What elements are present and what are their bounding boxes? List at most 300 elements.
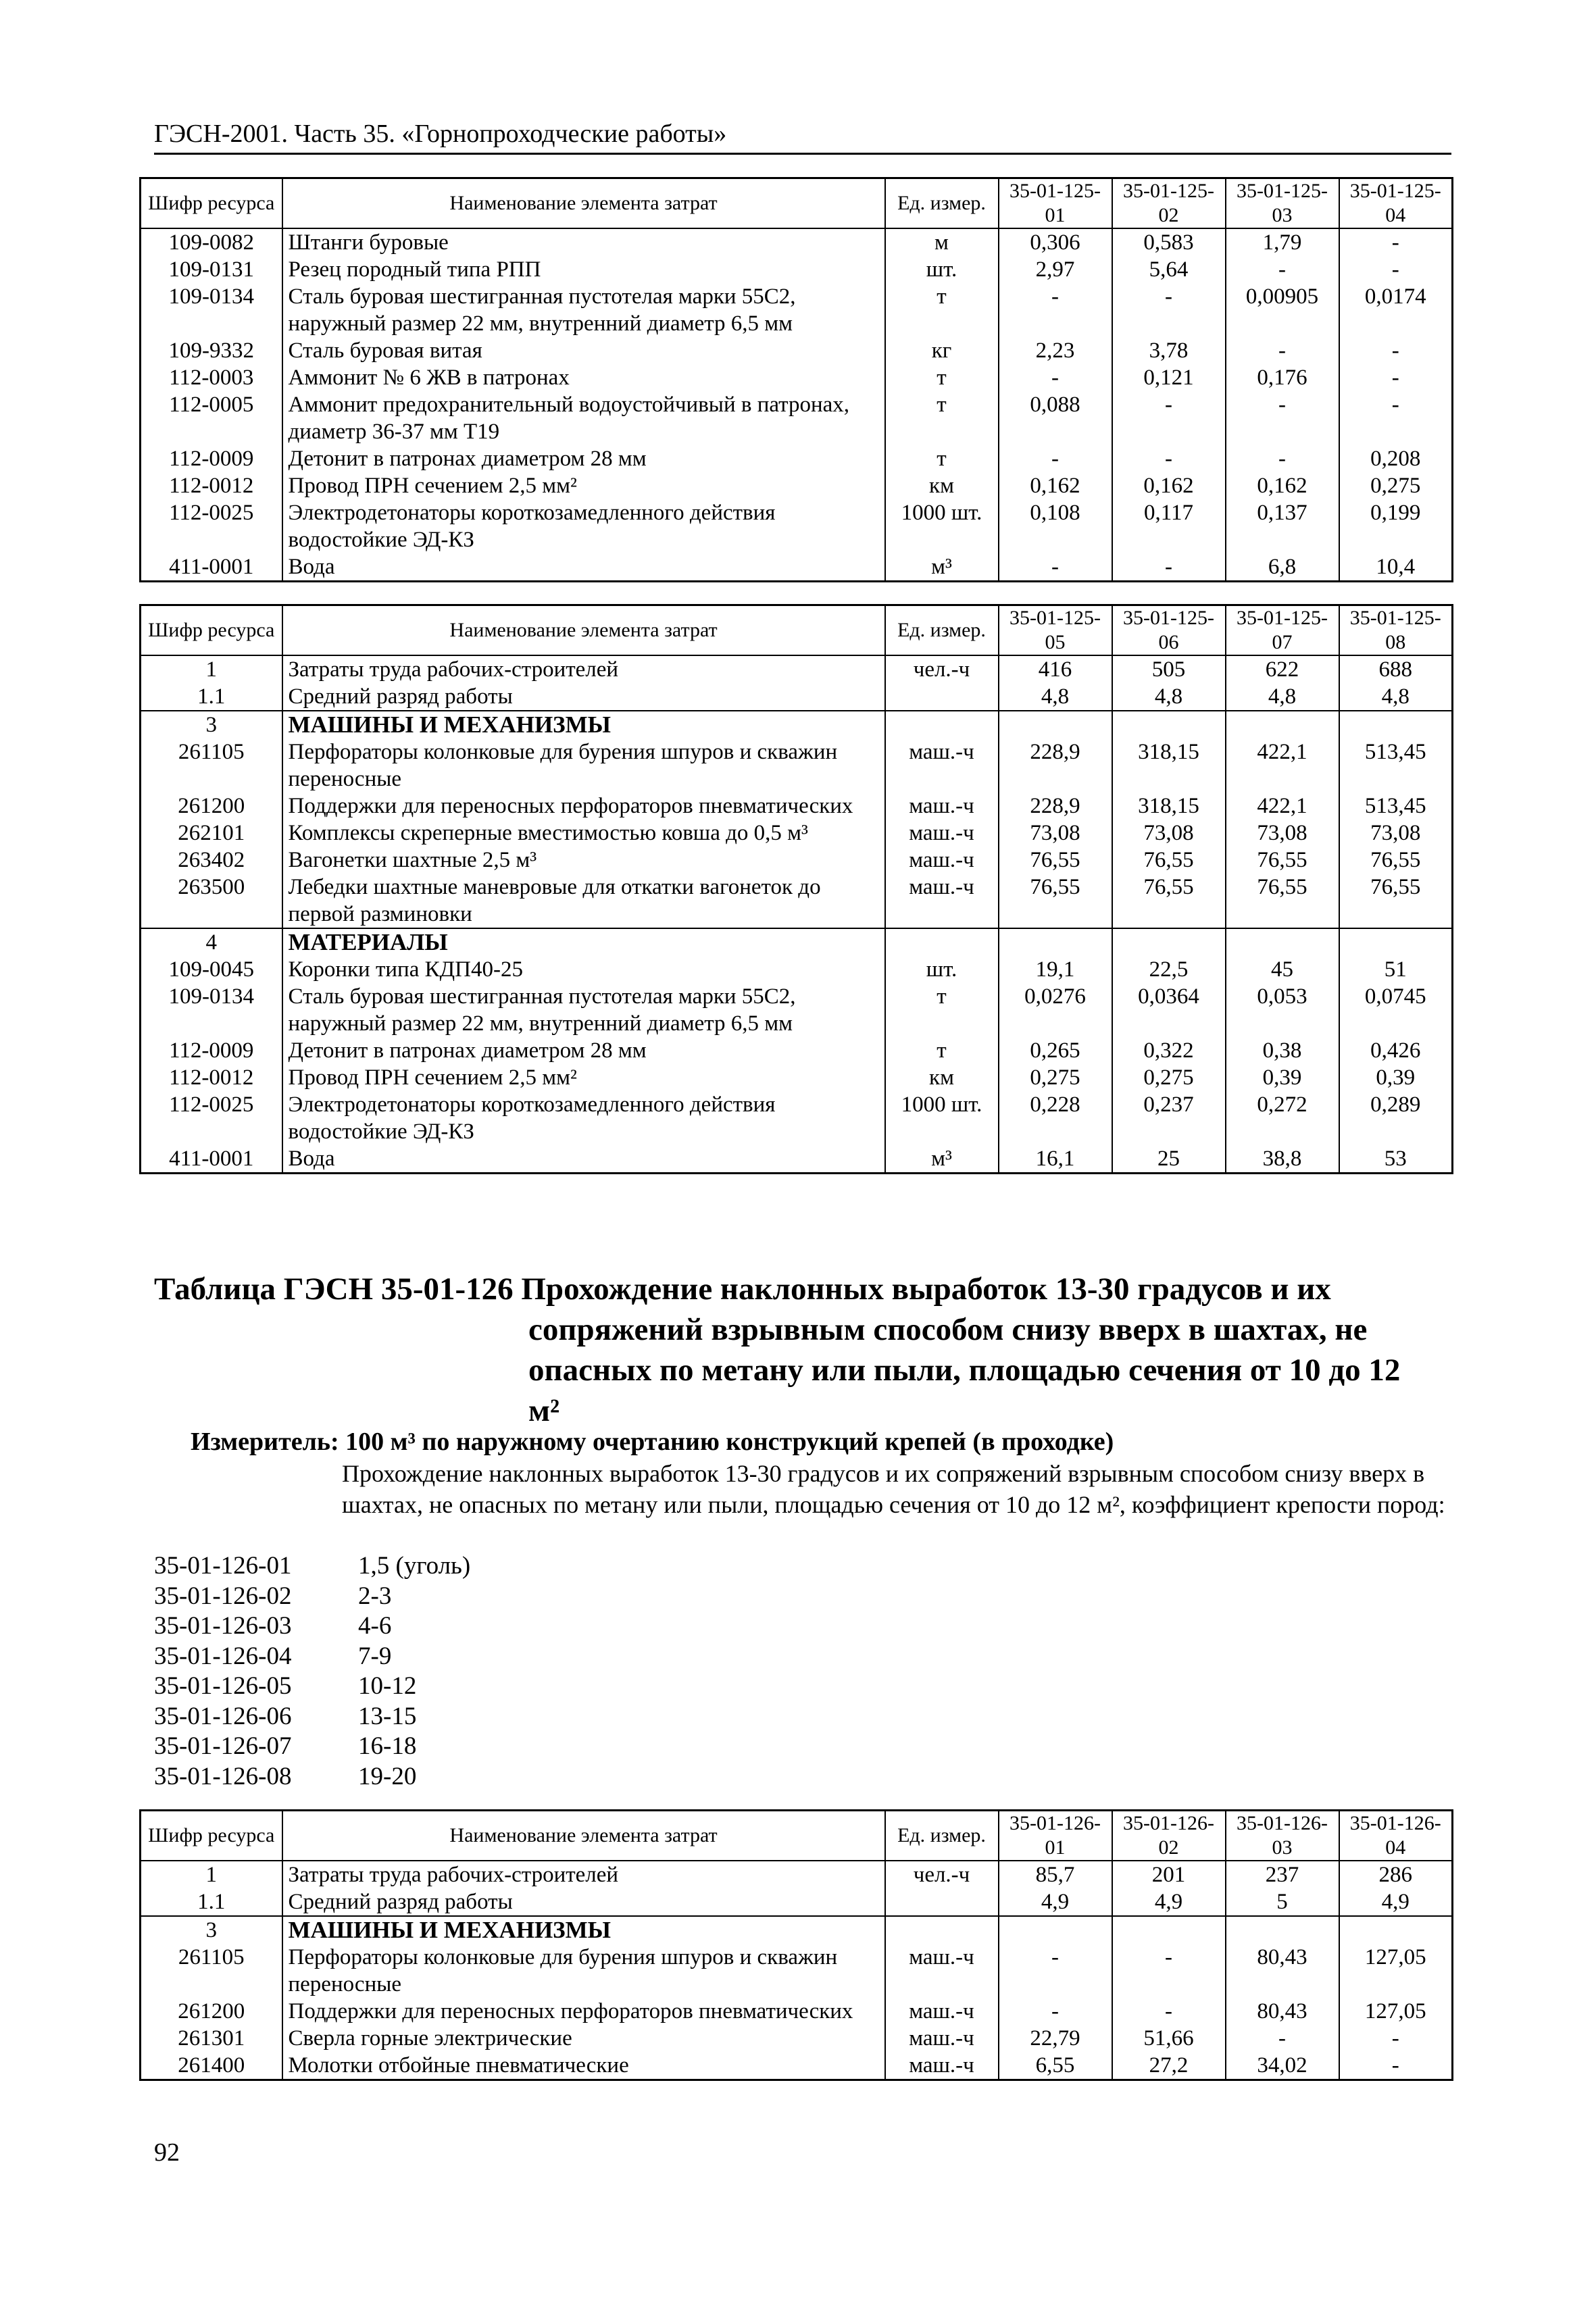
rate-value: 80,43 xyxy=(1226,1998,1339,2025)
unit-of-measure: маш.-ч xyxy=(885,738,999,793)
column-header-code: Шифр ресурса xyxy=(141,178,282,229)
section-heading: МАШИНЫ И МЕХАНИЗМЫ xyxy=(282,711,885,738)
unit-of-measure: маш.-ч xyxy=(885,874,999,928)
rate-value: - xyxy=(1112,1944,1226,1998)
rate-value: 0,0276 xyxy=(999,983,1112,1037)
rate-value: 0,38 xyxy=(1226,1037,1339,1064)
unit-of-measure: т xyxy=(885,1037,999,1064)
rate-value: 622 xyxy=(1226,655,1339,683)
unit-of-measure: 1000 шт. xyxy=(885,1091,999,1145)
unit-of-measure: маш.-ч xyxy=(885,820,999,847)
rate-value: - xyxy=(999,1944,1112,1998)
resource-name: Вагонетки шахтные 2,5 м³ xyxy=(282,847,885,874)
rate-value: 0,199 xyxy=(1339,499,1453,553)
rate-value: 0,272 xyxy=(1226,1091,1339,1145)
rate-value xyxy=(1226,711,1339,738)
rate-value: - xyxy=(1226,2025,1339,2052)
rate-value: 34,02 xyxy=(1226,2052,1339,2080)
rate-value: 0,306 xyxy=(999,228,1112,256)
resource-code: 1.1 xyxy=(141,683,282,711)
section-heading: МАШИНЫ И МЕХАНИЗМЫ xyxy=(282,1916,885,1944)
rate-value: 237 xyxy=(1226,1861,1339,1888)
rate-code: 35-01-126-03 xyxy=(154,1612,292,1640)
resource-name: Штанги буровые xyxy=(282,228,885,256)
column-header-rate: 35-01-125-02 xyxy=(1112,178,1226,229)
rate-value: 318,15 xyxy=(1112,793,1226,820)
rate-value: 76,55 xyxy=(1112,847,1226,874)
table-row xyxy=(141,445,1453,472)
rate-value: - xyxy=(1226,256,1339,283)
resource-name: Вода xyxy=(282,1145,885,1174)
column-header-rate: 35-01-125-06 xyxy=(1112,605,1226,656)
resource-name: Резец породный типа РПП xyxy=(282,256,885,283)
table-row xyxy=(141,364,1453,391)
rate-value: - xyxy=(1112,1998,1226,2025)
resource-code: 1.1 xyxy=(141,1888,282,1916)
rate-value: 51,66 xyxy=(1112,2025,1226,2052)
section-heading: МАТЕРИАЛЫ xyxy=(282,928,885,956)
resource-code: 261105 xyxy=(141,738,282,793)
section-row xyxy=(141,1916,1453,1944)
rate-value: 0,137 xyxy=(1226,499,1339,553)
unit-of-measure: т xyxy=(885,983,999,1037)
resource-name: Детонит в патронах диаметром 28 мм xyxy=(282,445,885,472)
resource-code: 261400 xyxy=(141,2052,282,2080)
resource-code: 109-0134 xyxy=(141,283,282,337)
rate-code: 35-01-126-08 xyxy=(154,1762,292,1790)
rate-value: 25 xyxy=(1112,1145,1226,1174)
unit-of-measure: т xyxy=(885,445,999,472)
rate-value: 5 xyxy=(1226,1888,1339,1916)
resource-code: 109-0045 xyxy=(141,956,282,983)
rate-value xyxy=(1339,1916,1453,1944)
unit-of-measure: м³ xyxy=(885,1145,999,1174)
resource-code: 109-9332 xyxy=(141,337,282,364)
table-row xyxy=(141,793,1453,820)
rate-value xyxy=(1112,1916,1226,1944)
rate-value xyxy=(1339,711,1453,738)
resource-name: Сверла горные электрические xyxy=(282,2025,885,2052)
rate-value: 80,43 xyxy=(1226,1944,1339,1998)
rate-value: 22,79 xyxy=(999,2025,1112,2052)
unit-of-measure: маш.-ч xyxy=(885,1944,999,1998)
page-header: ГЭСН-2001. Часть 35. «Горнопроходческие работы» xyxy=(154,119,1451,155)
resource-name: Провод ПРН сечением 2,5 мм² xyxy=(282,472,885,499)
rate-code-item xyxy=(154,1611,470,1642)
unit-of-measure: чел.-ч xyxy=(885,1861,999,1888)
rate-value: 76,55 xyxy=(1339,847,1453,874)
unit-of-measure: т xyxy=(885,364,999,391)
table-row xyxy=(141,337,1453,364)
rate-value: 4,9 xyxy=(1339,1888,1453,1916)
table-row xyxy=(141,738,1453,793)
table-row xyxy=(141,1064,1453,1091)
rate-code-list xyxy=(154,1551,470,1792)
rate-value: - xyxy=(999,1998,1112,2025)
unit-of-measure: м³ xyxy=(885,553,999,582)
rate-value: 0,275 xyxy=(1339,472,1453,499)
resource-code: 261200 xyxy=(141,793,282,820)
resource-name: Средний разряд работы xyxy=(282,1888,885,1916)
rate-value: 0,00905 xyxy=(1226,283,1339,337)
rock-hardness: 10-12 xyxy=(358,1672,417,1700)
rate-code-item xyxy=(154,1642,470,1672)
meter-line: Измеритель: 100 м³ по наружному очертанию конструкций крепей (в проходке) xyxy=(191,1428,1114,1456)
rate-value: 318,15 xyxy=(1112,738,1226,793)
rate-value: - xyxy=(1339,228,1453,256)
resource-name: Комплексы скреперные вместимостью ковша до 0,5 м³ xyxy=(282,820,885,847)
rate-value: 0,0364 xyxy=(1112,983,1226,1037)
resource-name: Сталь буровая шестигранная пустотелая марки 55С2, наружный размер 22 мм, внутренний диаметр 6,5 мм xyxy=(282,283,885,337)
table-row xyxy=(141,1091,1453,1145)
table-row xyxy=(141,283,1453,337)
rate-code: 35-01-126-07 xyxy=(154,1732,292,1760)
rate-value: 6,8 xyxy=(1226,553,1339,582)
rate-value: - xyxy=(1339,337,1453,364)
column-header-code: Шифр ресурса xyxy=(141,1811,282,1861)
table-row xyxy=(141,820,1453,847)
unit-of-measure: маш.-ч xyxy=(885,847,999,874)
rate-value: 4,8 xyxy=(1226,683,1339,711)
page-number: 92 xyxy=(154,2138,180,2167)
column-header-code: Шифр ресурса xyxy=(141,605,282,656)
resource-code: 109-0082 xyxy=(141,228,282,256)
table-row xyxy=(141,847,1453,874)
unit-of-measure: шт. xyxy=(885,956,999,983)
rate-value: 688 xyxy=(1339,655,1453,683)
rate-value: 4,8 xyxy=(1339,683,1453,711)
rate-value: 0,426 xyxy=(1339,1037,1453,1064)
resource-code: 4 xyxy=(141,928,282,956)
resource-code: 262101 xyxy=(141,820,282,847)
section-title-line: опасных по метану или пыли, площадью сечения от 10 до 12 xyxy=(528,1353,1401,1388)
rate-value: 0,39 xyxy=(1339,1064,1453,1091)
rate-value xyxy=(999,711,1112,738)
rate-value: 0,0745 xyxy=(1339,983,1453,1037)
rate-value: 53 xyxy=(1339,1145,1453,1174)
rate-value: - xyxy=(1112,283,1226,337)
rate-value: 127,05 xyxy=(1339,1998,1453,2025)
rate-value: 201 xyxy=(1112,1861,1226,1888)
rate-value: 0,289 xyxy=(1339,1091,1453,1145)
resource-name: Лебедки шахтные маневровые для откатки вагонеток до первой разминовки xyxy=(282,874,885,928)
table-row xyxy=(141,1145,1453,1174)
rock-hardness: 7-9 xyxy=(358,1642,392,1670)
rate-value: 45 xyxy=(1226,956,1339,983)
resource-code: 411-0001 xyxy=(141,553,282,582)
column-header-rate: 35-01-126-03 xyxy=(1226,1811,1339,1861)
column-header-rate: 35-01-126-02 xyxy=(1112,1811,1226,1861)
rate-value: 38,8 xyxy=(1226,1145,1339,1174)
unit-of-measure: км xyxy=(885,472,999,499)
resource-code: 261105 xyxy=(141,1944,282,1998)
rate-value: 0,088 xyxy=(999,391,1112,445)
rate-value: 0,176 xyxy=(1226,364,1339,391)
unit-of-measure: 1000 шт. xyxy=(885,499,999,553)
table-row xyxy=(141,553,1453,582)
rate-value: 27,2 xyxy=(1112,2052,1226,2080)
resource-name: Сталь буровая шестигранная пустотелая марки 55С2, наружный размер 22 мм, внутренний диаметр 6,5 мм xyxy=(282,983,885,1037)
resource-name: Молотки отбойные пневматические xyxy=(282,2052,885,2080)
rock-hardness: 4-6 xyxy=(358,1612,392,1640)
table-row xyxy=(141,655,1453,683)
rate-code: 35-01-126-05 xyxy=(154,1672,292,1700)
rate-value: 228,9 xyxy=(999,738,1112,793)
rate-code-item xyxy=(154,1702,470,1732)
unit-of-measure: м xyxy=(885,228,999,256)
table-row xyxy=(141,956,1453,983)
rate-value: - xyxy=(999,445,1112,472)
rate-value: 76,55 xyxy=(1112,874,1226,928)
unit-of-measure: маш.-ч xyxy=(885,2025,999,2052)
resource-name: Сталь буровая витая xyxy=(282,337,885,364)
resource-name: Перфораторы колонковые для бурения шпуров и скважин переносные xyxy=(282,1944,885,1998)
rate-value: 76,55 xyxy=(1226,847,1339,874)
rate-value: 4,8 xyxy=(999,683,1112,711)
rate-value: 127,05 xyxy=(1339,1944,1453,1998)
rate-value: 513,45 xyxy=(1339,793,1453,820)
rate-value: 505 xyxy=(1112,655,1226,683)
rate-value: - xyxy=(1226,391,1339,445)
unit-of-measure: км xyxy=(885,1064,999,1091)
unit-of-measure: т xyxy=(885,391,999,445)
rate-value: 286 xyxy=(1339,1861,1453,1888)
unit-of-measure xyxy=(885,1888,999,1916)
section-title xyxy=(154,1269,1451,1431)
rate-value: 422,1 xyxy=(1226,738,1339,793)
table-row xyxy=(141,256,1453,283)
rock-hardness: 19-20 xyxy=(358,1762,417,1790)
rate-value: 0,322 xyxy=(1112,1037,1226,1064)
column-header-rate: 35-01-125-08 xyxy=(1339,605,1453,656)
rate-value: 73,08 xyxy=(1112,820,1226,847)
column-header-unit: Ед. измер. xyxy=(885,178,999,229)
unit-of-measure: шт. xyxy=(885,256,999,283)
table-row xyxy=(141,1861,1453,1888)
rate-value: 513,45 xyxy=(1339,738,1453,793)
resource-table-125-05-08 xyxy=(139,604,1453,1174)
rate-value: 0,162 xyxy=(1112,472,1226,499)
rate-value: - xyxy=(1339,256,1453,283)
resource-code: 263500 xyxy=(141,874,282,928)
rate-value: 6,55 xyxy=(999,2052,1112,2080)
column-header-rate: 35-01-125-04 xyxy=(1339,178,1453,229)
rate-value: 19,1 xyxy=(999,956,1112,983)
column-header-rate: 35-01-125-03 xyxy=(1226,178,1339,229)
rate-value: 5,64 xyxy=(1112,256,1226,283)
rate-value: - xyxy=(1226,337,1339,364)
unit-of-measure xyxy=(885,683,999,711)
section-row xyxy=(141,928,1453,956)
table-row xyxy=(141,228,1453,256)
rate-value xyxy=(1112,711,1226,738)
rate-value: 0,237 xyxy=(1112,1091,1226,1145)
resource-name: Перфораторы колонковые для бурения шпуров и скважин переносные xyxy=(282,738,885,793)
column-header-name: Наименование элемента затрат xyxy=(282,1811,885,1861)
rate-value: 0,39 xyxy=(1226,1064,1339,1091)
rate-value: 22,5 xyxy=(1112,956,1226,983)
resource-name: Коронки типа КДП40-25 xyxy=(282,956,885,983)
rate-value: 416 xyxy=(999,655,1112,683)
rate-value xyxy=(999,1916,1112,1944)
rate-value: - xyxy=(1226,445,1339,472)
unit-of-measure xyxy=(885,711,999,738)
rate-value: - xyxy=(999,553,1112,582)
resource-code: 112-0003 xyxy=(141,364,282,391)
table-row xyxy=(141,683,1453,711)
rate-code: 35-01-126-04 xyxy=(154,1642,292,1670)
rate-value: 76,55 xyxy=(1339,874,1453,928)
column-header-rate: 35-01-125-01 xyxy=(999,178,1112,229)
table-row xyxy=(141,472,1453,499)
section-title-line: сопряжений взрывным способом снизу вверх в шахтах, не xyxy=(528,1312,1368,1347)
resource-code: 109-0131 xyxy=(141,256,282,283)
rate-value xyxy=(1339,928,1453,956)
resource-name: Аммонит № 6 ЖВ в патронах xyxy=(282,364,885,391)
resource-name: Провод ПРН сечением 2,5 мм² xyxy=(282,1064,885,1091)
rate-value: - xyxy=(1112,445,1226,472)
resource-code: 112-0005 xyxy=(141,391,282,445)
rate-value: 0,121 xyxy=(1112,364,1226,391)
rate-value: 4,9 xyxy=(999,1888,1112,1916)
unit-of-measure: маш.-ч xyxy=(885,2052,999,2080)
rate-value xyxy=(1226,928,1339,956)
column-header-rate: 35-01-125-05 xyxy=(999,605,1112,656)
rate-value: - xyxy=(1112,553,1226,582)
resource-code: 263402 xyxy=(141,847,282,874)
table-row xyxy=(141,1888,1453,1916)
column-header-rate: 35-01-126-04 xyxy=(1339,1811,1453,1861)
rate-value: 2,23 xyxy=(999,337,1112,364)
rate-value: - xyxy=(1112,391,1226,445)
unit-of-measure xyxy=(885,928,999,956)
rate-value xyxy=(999,928,1112,956)
rock-hardness: 2-3 xyxy=(358,1582,392,1610)
column-header-name: Наименование элемента затрат xyxy=(282,178,885,229)
rate-value: 76,55 xyxy=(1226,874,1339,928)
resource-code: 112-0012 xyxy=(141,472,282,499)
rate-code: 35-01-126-06 xyxy=(154,1702,292,1730)
rate-value: 10,4 xyxy=(1339,553,1453,582)
resource-code: 112-0025 xyxy=(141,1091,282,1145)
rock-hardness: 1,5 (уголь) xyxy=(358,1552,471,1580)
table-row xyxy=(141,2025,1453,2052)
table-row xyxy=(141,1998,1453,2025)
resource-code: 261200 xyxy=(141,1998,282,2025)
resource-code: 1 xyxy=(141,1861,282,1888)
rate-code-item xyxy=(154,1732,470,1762)
rate-value: 0,583 xyxy=(1112,228,1226,256)
section-title-line: Прохождение наклонных выработок 13-30 градусов и их xyxy=(521,1272,1331,1307)
rate-value: 0,208 xyxy=(1339,445,1453,472)
resource-code: 261301 xyxy=(141,2025,282,2052)
resource-code: 112-0009 xyxy=(141,1037,282,1064)
table-row xyxy=(141,391,1453,445)
rate-value: 73,08 xyxy=(1226,820,1339,847)
rate-value: 0,275 xyxy=(999,1064,1112,1091)
rate-value xyxy=(1112,928,1226,956)
rate-value: 0,265 xyxy=(999,1037,1112,1064)
rate-value: 73,08 xyxy=(999,820,1112,847)
table-row xyxy=(141,2052,1453,2080)
resource-name: Детонит в патронах диаметром 28 мм xyxy=(282,1037,885,1064)
table-row xyxy=(141,983,1453,1037)
rate-code-item xyxy=(154,1582,470,1612)
rate-value xyxy=(1226,1916,1339,1944)
resource-code: 109-0134 xyxy=(141,983,282,1037)
resource-name: Электродетонаторы короткозамедленного действия водостойкие ЭД-КЗ xyxy=(282,1091,885,1145)
column-header-unit: Ед. измер. xyxy=(885,1811,999,1861)
resource-name: Аммонит предохранительный водоустойчивый в патронах, диаметр 36-37 мм Т19 xyxy=(282,391,885,445)
rate-value: 0,162 xyxy=(999,472,1112,499)
column-header-rate: 35-01-126-01 xyxy=(999,1811,1112,1861)
unit-of-measure: маш.-ч xyxy=(885,1998,999,2025)
rate-value: 4,8 xyxy=(1112,683,1226,711)
rate-code-item xyxy=(154,1762,470,1792)
rate-value: 4,9 xyxy=(1112,1888,1226,1916)
rate-value: - xyxy=(1339,2025,1453,2052)
section-title-lead: Таблица ГЭСН 35-01-126 xyxy=(154,1272,514,1307)
table-row xyxy=(141,1944,1453,1998)
rate-code: 35-01-126-02 xyxy=(154,1582,292,1610)
resource-name: Поддержки для переносных перфораторов пневматических xyxy=(282,793,885,820)
rate-code: 35-01-126-01 xyxy=(154,1552,292,1580)
table-row xyxy=(141,499,1453,553)
rate-value: 0,275 xyxy=(1112,1064,1226,1091)
resource-name: Средний разряд работы xyxy=(282,683,885,711)
rate-value: - xyxy=(999,364,1112,391)
rate-code-item xyxy=(154,1551,470,1582)
rate-value: 0,053 xyxy=(1226,983,1339,1037)
rate-value: 0,0174 xyxy=(1339,283,1453,337)
rate-value: 76,55 xyxy=(999,847,1112,874)
resource-code: 3 xyxy=(141,1916,282,1944)
rate-value: 0,108 xyxy=(999,499,1112,553)
rate-value: 0,162 xyxy=(1226,472,1339,499)
rate-value: 228,9 xyxy=(999,793,1112,820)
resource-code: 3 xyxy=(141,711,282,738)
table-row xyxy=(141,874,1453,928)
resource-name: Затраты труда рабочих-строителей xyxy=(282,655,885,683)
unit-of-measure: чел.-ч xyxy=(885,655,999,683)
unit-of-measure: т xyxy=(885,283,999,337)
resource-name: Поддержки для переносных перфораторов пневматических xyxy=(282,1998,885,2025)
column-header-rate: 35-01-125-07 xyxy=(1226,605,1339,656)
rate-value: - xyxy=(1339,391,1453,445)
resource-code: 112-0009 xyxy=(141,445,282,472)
resource-table-126-01-04 xyxy=(139,1809,1453,2081)
rate-value: 73,08 xyxy=(1339,820,1453,847)
rate-value: 76,55 xyxy=(999,874,1112,928)
resource-code: 112-0025 xyxy=(141,499,282,553)
unit-of-measure: кг xyxy=(885,337,999,364)
resource-code: 112-0012 xyxy=(141,1064,282,1091)
column-header-name: Наименование элемента затрат xyxy=(282,605,885,656)
table-row xyxy=(141,1037,1453,1064)
unit-of-measure xyxy=(885,1916,999,1944)
rate-value: 85,7 xyxy=(999,1861,1112,1888)
column-header-unit: Ед. измер. xyxy=(885,605,999,656)
resource-code: 411-0001 xyxy=(141,1145,282,1174)
rate-value: 3,78 xyxy=(1112,337,1226,364)
rate-value: 2,97 xyxy=(999,256,1112,283)
section-row xyxy=(141,711,1453,738)
rate-value: 51 xyxy=(1339,956,1453,983)
rate-value: - xyxy=(1339,364,1453,391)
rate-value: - xyxy=(999,283,1112,337)
section-title-line: м² xyxy=(528,1393,560,1428)
rate-code-item xyxy=(154,1671,470,1702)
